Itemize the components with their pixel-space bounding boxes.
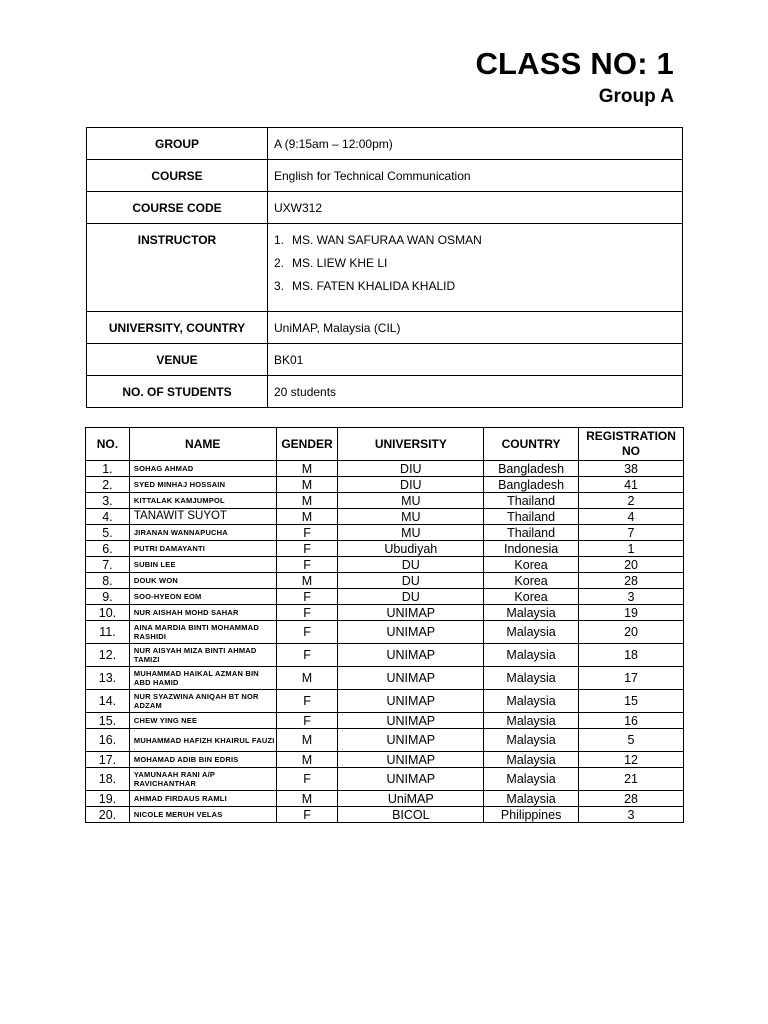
- student-country: Thailand: [484, 493, 579, 509]
- student-number: 10.: [86, 605, 130, 621]
- student-number: 12.: [86, 644, 130, 667]
- student-country: Bangladesh: [484, 461, 579, 477]
- instructor-item: [274, 256, 682, 279]
- page-title: CLASS NO: 1: [475, 46, 674, 81]
- student-name: AINA MARDIA BINTI MOHAMMAD RASHIDI: [129, 621, 276, 644]
- table-row: [86, 589, 684, 605]
- student-number: 7.: [86, 557, 130, 573]
- student-number: 3.: [86, 493, 130, 509]
- student-gender: F: [276, 525, 338, 541]
- student-gender: F: [276, 557, 338, 573]
- instructor-name: MS. FATEN KHALIDA KHALID: [292, 279, 456, 293]
- student-university: UniMAP: [338, 791, 484, 807]
- student-registration-no: 20: [579, 557, 684, 573]
- student-university: DU: [338, 557, 484, 573]
- student-name: SOO-HYEON EOM: [129, 589, 276, 605]
- student-country: Malaysia: [484, 768, 579, 791]
- table-header-row: [86, 428, 684, 461]
- student-gender: F: [276, 541, 338, 557]
- student-gender: M: [276, 509, 338, 525]
- student-name: PUTRI DAMAYANTI: [129, 541, 276, 557]
- table-row: [86, 557, 684, 573]
- student-name: MUHAMMAD HAFIZH KHAIRUL FAUZI: [129, 729, 276, 752]
- student-country: Malaysia: [484, 729, 579, 752]
- student-university: UNIMAP: [338, 752, 484, 768]
- student-country: Malaysia: [484, 752, 579, 768]
- table-row: [86, 461, 684, 477]
- student-registration-no: 3: [579, 807, 684, 823]
- student-list-table: [85, 427, 684, 823]
- student-name: NICOLE MERUH VELAS: [129, 807, 276, 823]
- table-row: [86, 690, 684, 713]
- student-university: MU: [338, 525, 484, 541]
- student-gender: M: [276, 461, 338, 477]
- student-registration-no: 1: [579, 541, 684, 557]
- student-registration-no: 19: [579, 605, 684, 621]
- student-university: UNIMAP: [338, 713, 484, 729]
- student-name: TANAWIT SUYOT: [129, 509, 276, 525]
- info-label: GROUP: [87, 128, 268, 160]
- student-registration-no: 21: [579, 768, 684, 791]
- student-university: BICOL: [338, 807, 484, 823]
- student-country: Korea: [484, 589, 579, 605]
- student-name: NUR AISYAH MIZA BINTI AHMAD TAMIZI: [129, 644, 276, 667]
- student-gender: F: [276, 644, 338, 667]
- student-name: JIRANAN WANNAPUCHA: [129, 525, 276, 541]
- table-row: [86, 605, 684, 621]
- student-registration-no: 12: [579, 752, 684, 768]
- student-registration-no: 2: [579, 493, 684, 509]
- table-row: [86, 573, 684, 589]
- info-label: COURSE: [87, 160, 268, 192]
- student-country: Bangladesh: [484, 477, 579, 493]
- info-label: INSTRUCTOR: [87, 224, 268, 312]
- table-row: [86, 807, 684, 823]
- group-subtitle: Group A: [598, 86, 674, 107]
- student-country: Malaysia: [484, 644, 579, 667]
- column-header-university: UNIVERSITY: [338, 428, 484, 461]
- table-row: [86, 621, 684, 644]
- student-name: KITTALAK KAMJUMPOL: [129, 493, 276, 509]
- table-row: [86, 713, 684, 729]
- student-name: SUBIN LEE: [129, 557, 276, 573]
- info-label: UNIVERSITY, COUNTRY: [87, 312, 268, 344]
- student-number: 9.: [86, 589, 130, 605]
- student-country: Indonesia: [484, 541, 579, 557]
- student-university: DIU: [338, 477, 484, 493]
- info-value: [268, 224, 683, 312]
- info-label: NO. OF STUDENTS: [87, 376, 268, 408]
- info-value: 20 students: [268, 376, 683, 408]
- student-gender: F: [276, 690, 338, 713]
- student-gender: M: [276, 791, 338, 807]
- student-number: 20.: [86, 807, 130, 823]
- student-name: AHMAD FIRDAUS RAMLI: [129, 791, 276, 807]
- info-label: VENUE: [87, 344, 268, 376]
- student-university: UNIMAP: [338, 644, 484, 667]
- student-country: Malaysia: [484, 621, 579, 644]
- student-name: NUR SYAZWINA ANIQAH BT NOR ADZAM: [129, 690, 276, 713]
- student-number: 1.: [86, 461, 130, 477]
- student-number: 2.: [86, 477, 130, 493]
- column-header-country: COUNTRY: [484, 428, 579, 461]
- student-registration-no: 28: [579, 573, 684, 589]
- info-row-student-count: [87, 376, 683, 408]
- student-number: 5.: [86, 525, 130, 541]
- instructor-number: 3.: [274, 279, 285, 293]
- student-country: Korea: [484, 557, 579, 573]
- student-registration-no: 17: [579, 667, 684, 690]
- info-row-venue: [87, 344, 683, 376]
- student-university: DU: [338, 573, 484, 589]
- student-registration-no: 3: [579, 589, 684, 605]
- student-number: 15.: [86, 713, 130, 729]
- student-name: CHEW YING NEE: [129, 713, 276, 729]
- student-university: UNIMAP: [338, 768, 484, 791]
- table-row: [86, 493, 684, 509]
- table-row: [86, 509, 684, 525]
- student-university: DU: [338, 589, 484, 605]
- student-registration-no: 4: [579, 509, 684, 525]
- student-number: 4.: [86, 509, 130, 525]
- student-country: Philippines: [484, 807, 579, 823]
- table-row: [86, 752, 684, 768]
- column-header-gender: GENDER: [276, 428, 338, 461]
- instructor-name: MS. WAN SAFURAA WAN OSMAN: [292, 233, 482, 247]
- student-name: MOHAMAD ADIB BIN EDRIS: [129, 752, 276, 768]
- student-university: UNIMAP: [338, 667, 484, 690]
- instructor-name: MS. LIEW KHE LI: [292, 256, 388, 270]
- student-number: 19.: [86, 791, 130, 807]
- student-registration-no: 20: [579, 621, 684, 644]
- student-gender: F: [276, 807, 338, 823]
- student-country: Malaysia: [484, 667, 579, 690]
- info-value: UniMAP, Malaysia (CIL): [268, 312, 683, 344]
- student-gender: F: [276, 621, 338, 644]
- instructor-number: 2.: [274, 256, 285, 270]
- info-row-course-code: [87, 192, 683, 224]
- info-value: UXW312: [268, 192, 683, 224]
- info-value: BK01: [268, 344, 683, 376]
- table-row: [86, 541, 684, 557]
- student-country: Malaysia: [484, 713, 579, 729]
- student-country: Thailand: [484, 509, 579, 525]
- student-registration-no: 7: [579, 525, 684, 541]
- student-country: Malaysia: [484, 690, 579, 713]
- student-university: UNIMAP: [338, 690, 484, 713]
- class-info-table: [86, 127, 683, 408]
- student-number: 17.: [86, 752, 130, 768]
- instructor-list: [274, 233, 682, 302]
- student-number: 6.: [86, 541, 130, 557]
- info-row-course: [87, 160, 683, 192]
- info-value: English for Technical Communication: [268, 160, 683, 192]
- student-gender: M: [276, 493, 338, 509]
- student-number: 18.: [86, 768, 130, 791]
- student-registration-no: 16: [579, 713, 684, 729]
- table-row: [86, 525, 684, 541]
- student-gender: M: [276, 477, 338, 493]
- column-header-no: NO.: [86, 428, 130, 461]
- student-name: NUR AISHAH MOHD SAHAR: [129, 605, 276, 621]
- column-header-registration-no: REGISTRATION NO: [579, 428, 684, 461]
- table-row: [86, 644, 684, 667]
- student-country: Korea: [484, 573, 579, 589]
- student-name: YAMUNAAH RANI A/P RAVICHANTHAR: [129, 768, 276, 791]
- student-university: MU: [338, 509, 484, 525]
- student-gender: F: [276, 713, 338, 729]
- student-name: MUHAMMAD HAIKAL AZMAN BIN ABD HAMID: [129, 667, 276, 690]
- table-row: [86, 768, 684, 791]
- student-country: Thailand: [484, 525, 579, 541]
- student-name: DOUK WON: [129, 573, 276, 589]
- student-gender: M: [276, 573, 338, 589]
- student-number: 14.: [86, 690, 130, 713]
- student-rows: [86, 461, 684, 823]
- student-name: SYED MINHAJ HOSSAIN: [129, 477, 276, 493]
- student-university: DIU: [338, 461, 484, 477]
- student-gender: F: [276, 768, 338, 791]
- student-registration-no: 41: [579, 477, 684, 493]
- info-row-instructor: [87, 224, 683, 312]
- student-gender: M: [276, 752, 338, 768]
- instructor-number: 1.: [274, 233, 285, 247]
- table-row: [86, 729, 684, 752]
- table-row: [86, 477, 684, 493]
- student-number: 11.: [86, 621, 130, 644]
- info-value: A (9:15am – 12:00pm): [268, 128, 683, 160]
- student-gender: F: [276, 605, 338, 621]
- student-number: 13.: [86, 667, 130, 690]
- student-name: SOHAG AHMAD: [129, 461, 276, 477]
- student-registration-no: 5: [579, 729, 684, 752]
- student-gender: M: [276, 729, 338, 752]
- student-gender: F: [276, 589, 338, 605]
- column-header-name: NAME: [129, 428, 276, 461]
- student-gender: M: [276, 667, 338, 690]
- student-registration-no: 18: [579, 644, 684, 667]
- instructor-item: [274, 233, 682, 256]
- student-university: MU: [338, 493, 484, 509]
- instructor-item: [274, 279, 682, 302]
- student-registration-no: 28: [579, 791, 684, 807]
- student-country: Malaysia: [484, 791, 579, 807]
- student-university: UNIMAP: [338, 729, 484, 752]
- student-university: UNIMAP: [338, 621, 484, 644]
- student-university: Ubudiyah: [338, 541, 484, 557]
- student-number: 16.: [86, 729, 130, 752]
- student-country: Malaysia: [484, 605, 579, 621]
- student-number: 8.: [86, 573, 130, 589]
- info-row-group: [87, 128, 683, 160]
- table-row: [86, 791, 684, 807]
- student-registration-no: 15: [579, 690, 684, 713]
- student-registration-no: 38: [579, 461, 684, 477]
- student-university: UNIMAP: [338, 605, 484, 621]
- info-row-university-country: [87, 312, 683, 344]
- table-row: [86, 667, 684, 690]
- info-label: COURSE CODE: [87, 192, 268, 224]
